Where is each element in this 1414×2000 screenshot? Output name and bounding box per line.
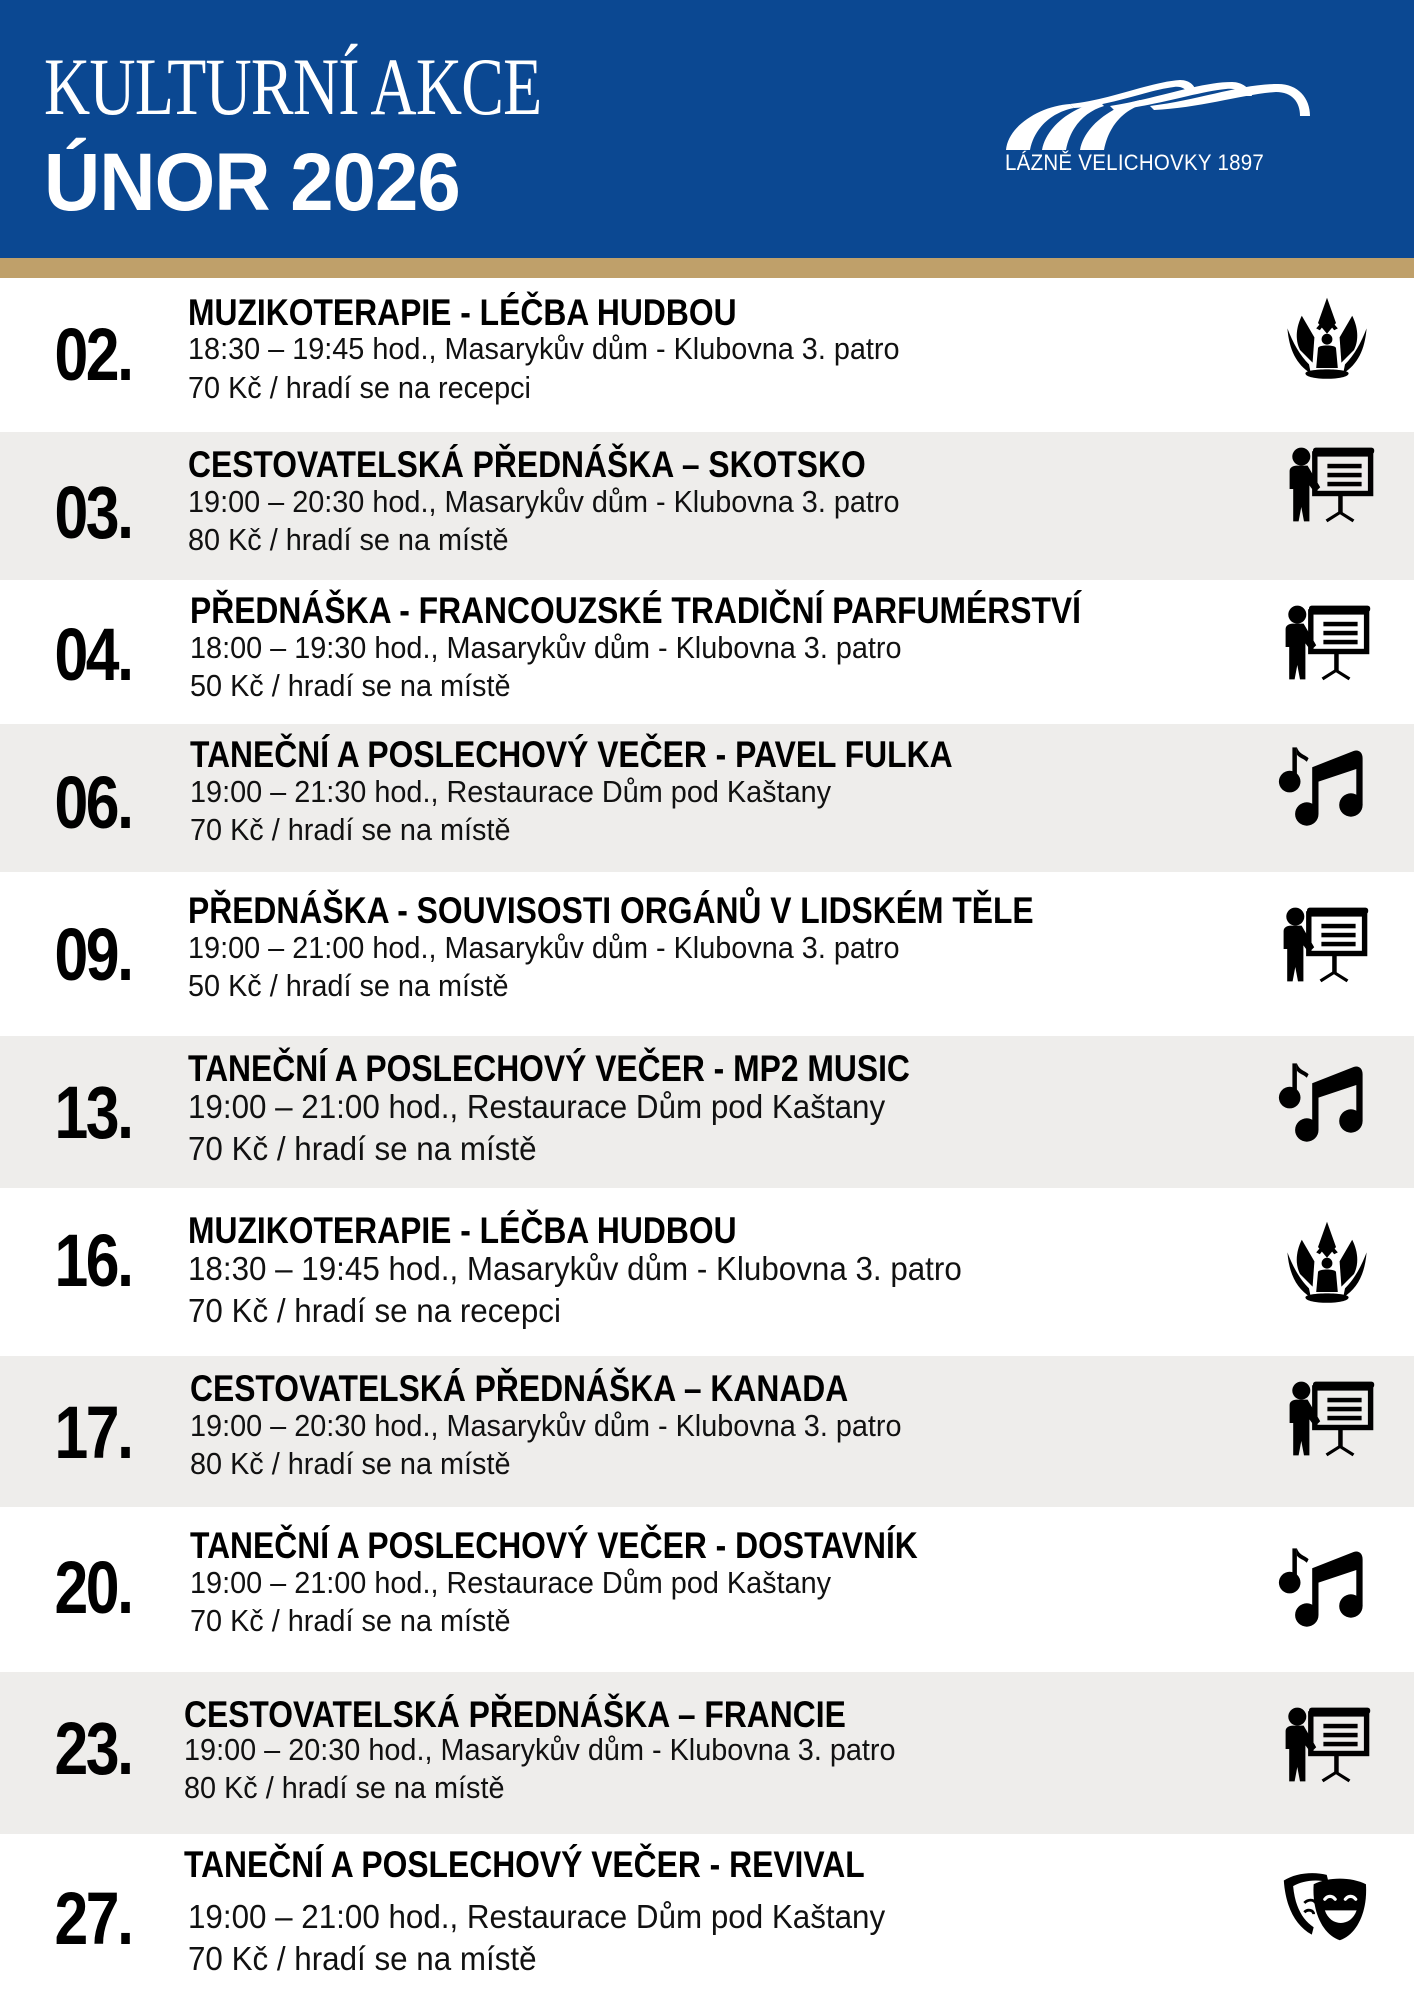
page-title: KULTURNÍ AKCE xyxy=(44,41,542,132)
event-time-place: 19:00 – 20:30 hod., Masarykův dům - Klubovna 3. patro xyxy=(188,484,900,519)
event-title: PŘEDNÁŠKA - SOUVISOSTI ORGÁNŮ V LIDSKÉM TĚLE xyxy=(188,890,1034,931)
presentation-icon xyxy=(1282,1704,1372,1794)
event-date: 17. xyxy=(54,1391,132,1474)
event-title: CESTOVATELSKÁ PŘEDNÁŠKA – SKOTSKO xyxy=(188,444,866,485)
event-title: MUZIKOTERAPIE - LÉČBA HUDBOU xyxy=(188,1210,737,1251)
event-row xyxy=(0,432,1414,580)
event-title: TANEČNÍ A POSLECHOVÝ VEČER - PAVEL FULKA xyxy=(190,734,953,775)
event-row xyxy=(0,872,1414,1036)
music-notes-icon xyxy=(1278,1058,1368,1148)
gold-divider xyxy=(0,258,1414,278)
event-row xyxy=(0,278,1414,432)
event-title: CESTOVATELSKÁ PŘEDNÁŠKA – FRANCIE xyxy=(184,1694,846,1735)
event-title: TANEČNÍ A POSLECHOVÝ VEČER - REVIVAL xyxy=(184,1844,865,1885)
event-time-place: 18:00 – 19:30 hod., Masarykův dům - Klubovna 3. patro xyxy=(190,630,902,665)
event-time-place: 19:00 – 20:30 hod., Masarykův dům - Klubovna 3. patro xyxy=(190,1408,902,1443)
event-time-place: 18:30 – 19:45 hod., Masarykův dům - Klubovna 3. patro xyxy=(188,1250,962,1287)
event-row xyxy=(0,1188,1414,1356)
event-row xyxy=(0,1356,1414,1507)
lotus-meditation-icon xyxy=(1282,1220,1372,1310)
event-price: 50 Kč / hradí se na místě xyxy=(188,968,509,1003)
event-row xyxy=(0,1036,1414,1188)
event-date: 09. xyxy=(54,913,132,996)
presentation-icon xyxy=(1282,602,1372,692)
event-row xyxy=(0,724,1414,872)
event-price: 80 Kč / hradí se na místě xyxy=(190,1446,511,1481)
event-price: 70 Kč / hradí se na recepci xyxy=(188,370,531,405)
event-title: TANEČNÍ A POSLECHOVÝ VEČER - MP2 MUSIC xyxy=(188,1048,910,1089)
music-notes-icon xyxy=(1278,742,1368,832)
event-time-place: 19:00 – 21:30 hod., Restaurace Dům pod Kaštany xyxy=(190,774,832,809)
event-price: 70 Kč / hradí se na místě xyxy=(190,1603,511,1638)
event-time-place: 19:00 – 20:30 hod., Masarykův dům - Klubovna 3. patro xyxy=(184,1732,896,1767)
event-price: 70 Kč / hradí se na místě xyxy=(188,1940,537,1977)
presentation-icon xyxy=(1286,444,1376,534)
event-price: 70 Kč / hradí se na místě xyxy=(190,812,511,847)
logo-waves-icon xyxy=(1000,76,1312,152)
event-title: TANEČNÍ A POSLECHOVÝ VEČER - DOSTAVNÍK xyxy=(190,1525,918,1566)
event-date: 02. xyxy=(54,313,132,396)
event-date: 06. xyxy=(54,761,132,844)
event-row xyxy=(0,1507,1414,1672)
event-date: 04. xyxy=(54,613,132,696)
event-date: 16. xyxy=(54,1219,132,1302)
page-subtitle-month: ÚNOR 2026 xyxy=(44,137,460,228)
event-price: 70 Kč / hradí se na místě xyxy=(188,1130,537,1167)
event-date: 27. xyxy=(54,1877,132,1960)
header-banner xyxy=(0,0,1414,258)
event-time-place: 19:00 – 21:00 hod., Restaurace Dům pod Kaštany xyxy=(190,1565,832,1600)
event-row xyxy=(0,1672,1414,1834)
event-price: 80 Kč / hradí se na místě xyxy=(188,522,509,557)
presentation-icon xyxy=(1280,904,1370,994)
event-time-place: 18:30 – 19:45 hod., Masarykův dům - Klubovna 3. patro xyxy=(188,331,900,366)
event-date: 13. xyxy=(54,1071,132,1154)
music-notes-icon xyxy=(1278,1543,1368,1633)
logo-text: LÁZNĚ VELICHOVKY 1897 xyxy=(1005,150,1265,175)
event-title: MUZIKOTERAPIE - LÉČBA HUDBOU xyxy=(188,292,737,333)
presentation-icon xyxy=(1286,1378,1376,1468)
event-row xyxy=(0,1834,1414,2000)
event-date: 03. xyxy=(54,471,132,554)
event-time-place: 19:00 – 21:00 hod., Restaurace Dům pod Kaštany xyxy=(188,1088,886,1125)
event-time-place: 19:00 – 21:00 hod., Restaurace Dům pod Kaštany xyxy=(188,1898,886,1935)
event-title: CESTOVATELSKÁ PŘEDNÁŠKA – KANADA xyxy=(190,1368,849,1409)
event-price: 80 Kč / hradí se na místě xyxy=(184,1770,505,1805)
lotus-meditation-icon xyxy=(1282,296,1372,386)
logo-lazne-velichovky xyxy=(1000,76,1312,176)
event-price: 70 Kč / hradí se na recepci xyxy=(188,1292,561,1329)
event-date: 20. xyxy=(54,1546,132,1629)
event-row xyxy=(0,580,1414,724)
event-date: 23. xyxy=(54,1707,132,1790)
event-title: PŘEDNÁŠKA - FRANCOUZSKÉ TRADIČNÍ PARFUMÉRSTVÍ xyxy=(190,590,1081,631)
event-time-place: 19:00 – 21:00 hod., Masarykův dům - Klubovna 3. patro xyxy=(188,930,900,965)
theater-masks-icon xyxy=(1276,1860,1370,1944)
event-price: 50 Kč / hradí se na místě xyxy=(190,668,511,703)
